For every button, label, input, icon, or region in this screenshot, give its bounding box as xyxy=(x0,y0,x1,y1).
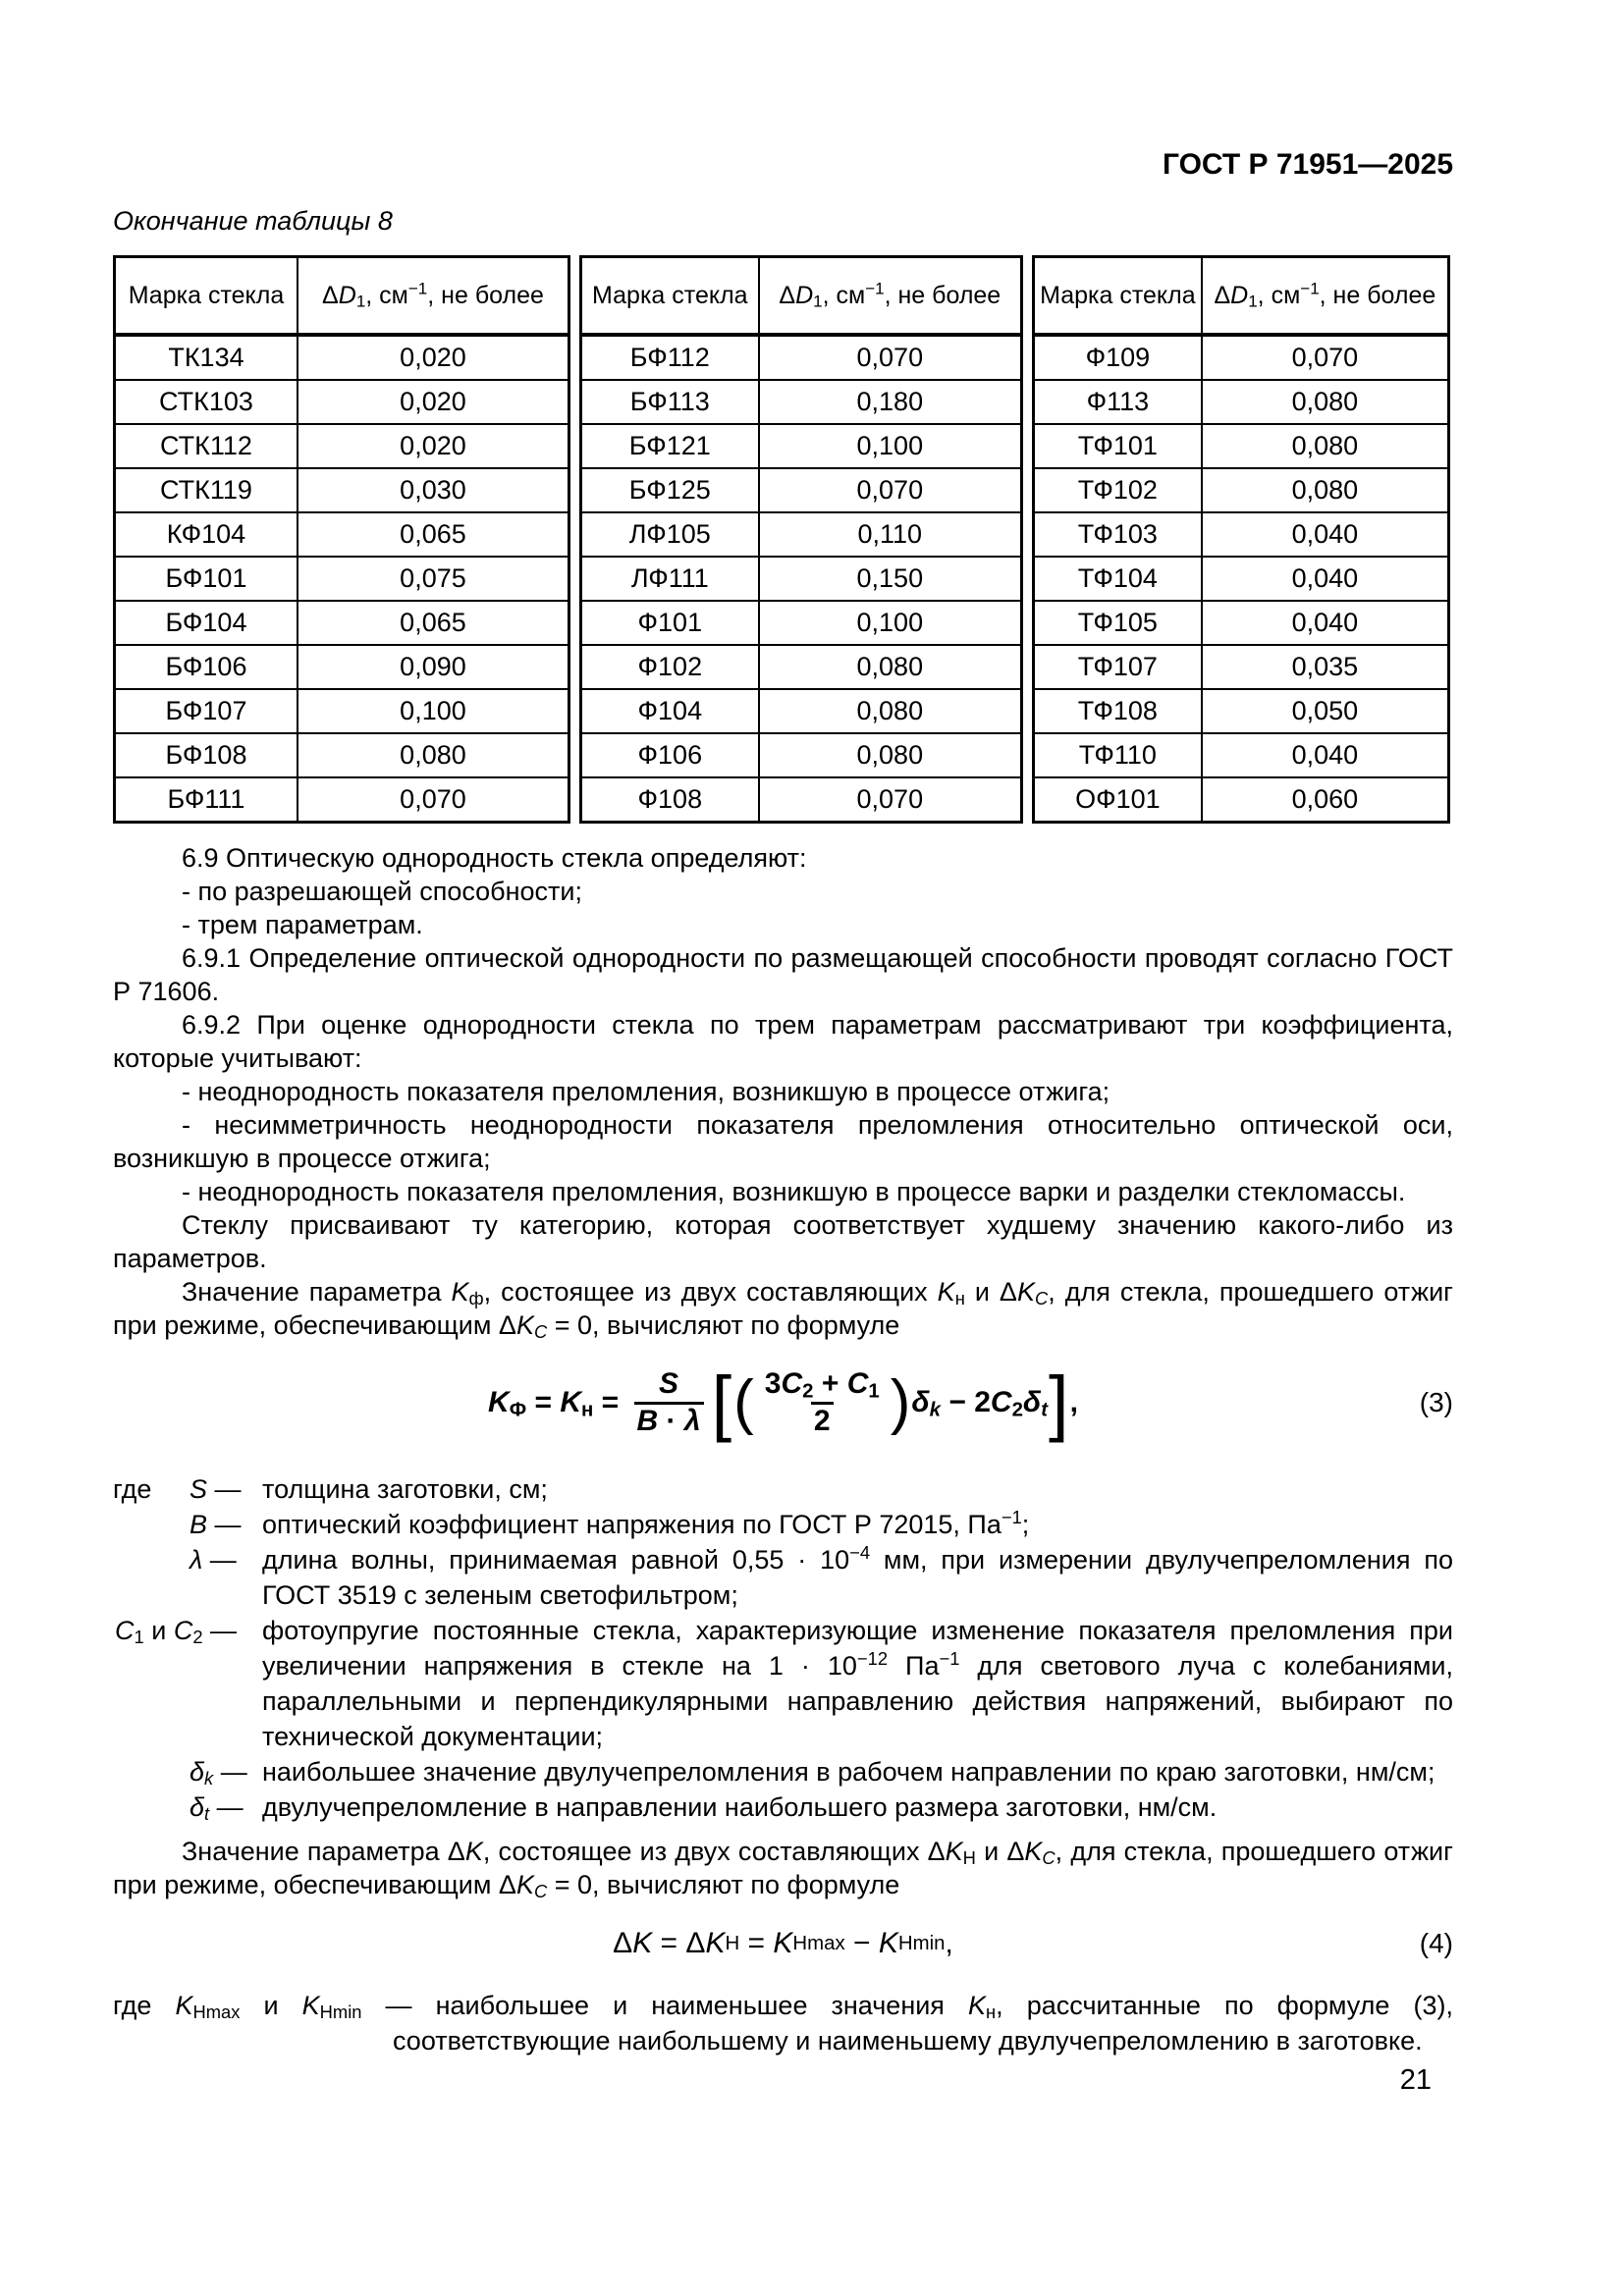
where-paragraph: где KНmax и KНmin — наибольшее и наименьшее значения Kн, рассчитанные по формуле (3), соответствующие наибольшему и наименьшему двулучепреломлению в заготовке. xyxy=(113,1991,1454,2056)
cell-value: 0,070 xyxy=(759,777,1022,823)
table-row xyxy=(1034,645,1449,689)
column-header-mark: Марка стекла xyxy=(1034,257,1202,336)
cell-value: 0,100 xyxy=(759,424,1022,468)
table-row xyxy=(581,557,1022,601)
table-caption: Окончание таблицы 8 xyxy=(113,206,393,236)
paragraph: Стеклу присваивают ту категорию, которая соответствует худшему значению какого-либо из параметров. xyxy=(113,1210,1453,1273)
formula-3-lhs: KФ = Kн = xyxy=(488,1386,627,1421)
cell-value: 0,070 xyxy=(759,468,1022,512)
cell-mark: СТК112 xyxy=(115,424,298,468)
definition-symbol: δt — xyxy=(189,1792,244,1825)
table-row xyxy=(581,777,1022,823)
cell-value: 0,150 xyxy=(759,557,1022,601)
cell-mark: ОФ101 xyxy=(1034,777,1202,823)
cell-value: 0,080 xyxy=(1202,468,1449,512)
column-header-mark: Марка стекла xyxy=(115,257,298,336)
body-paragraphs xyxy=(113,841,1453,1342)
column-header-mark: Марка стекла xyxy=(581,257,759,336)
cell-mark: БФ107 xyxy=(115,689,298,733)
formula-4 xyxy=(113,1907,1453,1980)
column-header-value: ΔD1, $см^{-1}$, не более xyxy=(298,257,569,336)
cell-value: 0,030 xyxy=(298,468,569,512)
cell-value: 0,080 xyxy=(759,733,1022,777)
cell-mark: Ф109 xyxy=(1034,335,1202,380)
table-row xyxy=(581,601,1022,645)
cell-mark: БФ113 xyxy=(581,380,759,424)
table-row xyxy=(1034,733,1449,777)
paragraph: 6.9.2 При оценке однородности стекла по трем параметрам рассматривают три коэффициента, которые учитывают: xyxy=(113,1010,1453,1073)
cell-value: 0,070 xyxy=(759,335,1022,380)
cell-mark: ТФ104 xyxy=(1034,557,1202,601)
cell-value: 0,080 xyxy=(759,689,1022,733)
cell-value: 0,080 xyxy=(1202,380,1449,424)
right-bracket: ] xyxy=(1049,1361,1069,1443)
table-row xyxy=(1034,512,1449,557)
cell-value: 0,020 xyxy=(298,424,569,468)
cell-value: 0,065 xyxy=(298,512,569,557)
paragraph: - неоднородность показателя преломления, возникшую в процессе варки и разделки стекломассы. xyxy=(182,1177,1406,1206)
table-row xyxy=(115,335,569,380)
table-row xyxy=(115,645,569,689)
formula-3 xyxy=(113,1350,1453,1456)
cell-mark: БФ111 xyxy=(115,777,298,823)
cell-mark: Ф106 xyxy=(581,733,759,777)
cell-value: 0,065 xyxy=(298,601,569,645)
cell-mark: ТФ105 xyxy=(1034,601,1202,645)
paragraph: Значение параметра Kф, состоящее из двух составляющих Kн и ΔKC, для стекла, прошедшего отжиг при режиме, обеспечивающим ΔKC = 0, вычисляют по формуле xyxy=(113,1277,1453,1343)
cell-value: 0,080 xyxy=(1202,424,1449,468)
cell-mark: Ф113 xyxy=(1034,380,1202,424)
formula-3-tail: δk − 2C2δt xyxy=(911,1386,1049,1421)
definition-symbol: B — xyxy=(189,1510,242,1539)
cell-value: 0,020 xyxy=(298,380,569,424)
definition-row: λ — длина волны, принимаемая равной $0,55 \cdot 10^{-4}$ мм, при измерении двулучепреломления по ГОСТ 3519 с зеленым светофильтром; xyxy=(189,1541,1453,1610)
definition-symbol: δk — xyxy=(189,1757,247,1789)
cell-mark: ТФ107 xyxy=(1034,645,1202,689)
where-label: где xyxy=(113,1474,152,1504)
table-row xyxy=(1034,380,1449,424)
cell-mark: КФ104 xyxy=(115,512,298,557)
table-row xyxy=(115,468,569,512)
table-row xyxy=(581,424,1022,468)
column-header-value: ΔD1, $см^{-1}$, не более xyxy=(759,257,1022,336)
cell-mark: СТК103 xyxy=(115,380,298,424)
formula-3-number: (3) xyxy=(1419,1387,1453,1417)
cell-value: 0,075 xyxy=(298,557,569,601)
sub-table xyxy=(113,255,570,824)
cell-mark: БФ108 xyxy=(115,733,298,777)
cell-mark: ТК134 xyxy=(115,335,298,380)
page-content xyxy=(113,0,1453,2058)
doc-header: ГОСТ Р 71951—2025 xyxy=(1162,148,1453,181)
definition-row: C1 и C2 — фотоупругие постоянные стекла, характеризующие изменение показателя преломления при увеличении напряжения в стекле на $1 \cdot 10^{-12}$ $Па^{-1}$ для светового луча с колебаниями, параллельными и перпендикулярными направлению действия напряжений, выбирают по технической документации; xyxy=(113,1613,1453,1754)
cell-mark: ТФ108 xyxy=(1034,689,1202,733)
table-row xyxy=(581,335,1022,380)
paragraph: 6.9.1 Определение оптической однородности по размещающей способности проводят согласно ГОСТ Р 71606. xyxy=(113,943,1453,1006)
table-row xyxy=(1034,335,1449,380)
table-row xyxy=(115,424,569,468)
cell-mark: ТФ102 xyxy=(1034,468,1202,512)
table-row xyxy=(115,733,569,777)
cell-value: 0,090 xyxy=(298,645,569,689)
cell-value: 0,040 xyxy=(1202,557,1449,601)
cell-mark: Ф104 xyxy=(581,689,759,733)
paragraph: - по разрешающей способности; xyxy=(182,877,583,906)
definition-row: δt — двулучепреломление в направлении наибольшего размера заготовки, нм/см. xyxy=(113,1789,1453,1825)
cell-mark: Ф108 xyxy=(581,777,759,823)
formula-3-expression xyxy=(488,1361,1078,1443)
table-row xyxy=(115,601,569,645)
cell-value: 0,040 xyxy=(1202,733,1449,777)
cell-value: 0,100 xyxy=(298,689,569,733)
formula-4-expression: Δ K = Δ K Н = K Нmax − K Нmin , xyxy=(613,1927,953,1959)
cell-mark: БФ106 xyxy=(115,645,298,689)
table-row xyxy=(115,777,569,823)
right-paren: ) xyxy=(890,1367,911,1436)
cell-mark: ТФ110 xyxy=(1034,733,1202,777)
sub-table xyxy=(1032,255,1450,824)
paragraph: - трем параметрам. xyxy=(182,910,423,939)
definition-row: B — оптический коэффициент напряжения по ГОСТ Р 72015, $Па^{-1}$; xyxy=(113,1507,1453,1542)
definition-symbol: C1 и C2 — xyxy=(115,1616,238,1648)
cell-mark: ЛФ111 xyxy=(581,557,759,601)
paragraph: 6.9 Оптическую однородность стекла определяют: xyxy=(182,843,807,873)
table-row xyxy=(1034,601,1449,645)
table-row xyxy=(115,380,569,424)
cell-mark: БФ104 xyxy=(115,601,298,645)
body-paragraphs-2 xyxy=(113,1835,1453,1901)
fraction-3c2-plus-c1-over-2: $\frac{3C2 + C1}{2}$ xyxy=(764,1367,880,1437)
table-row xyxy=(115,557,569,601)
cell-value: 0,040 xyxy=(1202,512,1449,557)
cell-mark: БФ121 xyxy=(581,424,759,468)
table-row xyxy=(1034,777,1449,823)
cell-value: 0,070 xyxy=(298,777,569,823)
table-row xyxy=(581,380,1022,424)
cell-mark: БФ125 xyxy=(581,468,759,512)
cell-value: 0,035 xyxy=(1202,645,1449,689)
cell-value: 0,080 xyxy=(759,645,1022,689)
table-row xyxy=(115,512,569,557)
table-row xyxy=(581,468,1022,512)
glass-table xyxy=(113,255,1453,824)
cell-mark: ТФ103 xyxy=(1034,512,1202,557)
formula-4-number: (4) xyxy=(1419,1928,1453,1958)
cell-value: 0,110 xyxy=(759,512,1022,557)
paragraph: - неоднородность показателя преломления, возникшую в процессе отжига; xyxy=(182,1077,1110,1106)
definition-row: δk — наибольшее значение двулучепреломления в рабочем направлении по краю заготовки, нм/см; xyxy=(113,1754,1453,1789)
table-row xyxy=(1034,468,1449,512)
paragraph: - несимметричность неоднородности показателя преломления относительно оптической оси, возникшую в процессе отжига; xyxy=(113,1110,1453,1173)
definition-symbol: S — xyxy=(189,1474,242,1504)
page-number: 21 xyxy=(1399,2064,1432,2096)
cell-value: 0,050 xyxy=(1202,689,1449,733)
cell-value: 0,080 xyxy=(298,733,569,777)
column-header-value: ΔD1, $см^{-1}$, не более xyxy=(1202,257,1449,336)
table-row xyxy=(581,689,1022,733)
table-row xyxy=(1034,689,1449,733)
cell-mark: Ф101 xyxy=(581,601,759,645)
fraction-s-over-b-lambda: $\frac{S}{B \cdot \lambda}$ xyxy=(634,1367,704,1438)
left-paren: ( xyxy=(733,1367,754,1436)
definitions-list xyxy=(113,1471,1453,1825)
cell-value: 0,100 xyxy=(759,601,1022,645)
table-row xyxy=(581,512,1022,557)
sub-table xyxy=(579,255,1023,824)
table-row xyxy=(1034,424,1449,468)
table-row xyxy=(115,689,569,733)
cell-value: 0,020 xyxy=(298,335,569,380)
cell-mark: Ф102 xyxy=(581,645,759,689)
cell-value: 0,040 xyxy=(1202,601,1449,645)
formula-3-comma: , xyxy=(1069,1386,1078,1418)
cell-mark: СТК119 xyxy=(115,468,298,512)
left-bracket: [ xyxy=(711,1361,732,1443)
cell-mark: ЛФ105 xyxy=(581,512,759,557)
cell-mark: ТФ101 xyxy=(1034,424,1202,468)
paragraph: Значение параметра ΔK, состоящее из двух составляющих ΔKН и ΔKC, для стекла, прошедшего отжиг при режиме, обеспечивающим ΔKC = 0, вычисляют по формуле xyxy=(113,1837,1453,1902)
table-row xyxy=(581,645,1022,689)
table-row xyxy=(1034,557,1449,601)
cell-value: 0,060 xyxy=(1202,777,1449,823)
cell-mark: БФ101 xyxy=(115,557,298,601)
definition-symbol: λ — xyxy=(189,1545,237,1575)
cell-value: 0,070 xyxy=(1202,335,1449,380)
cell-mark: БФ112 xyxy=(581,335,759,380)
cell-value: 0,180 xyxy=(759,380,1022,424)
table-row xyxy=(581,733,1022,777)
definition-row: где S — толщина заготовки, см; xyxy=(113,1471,1453,1507)
